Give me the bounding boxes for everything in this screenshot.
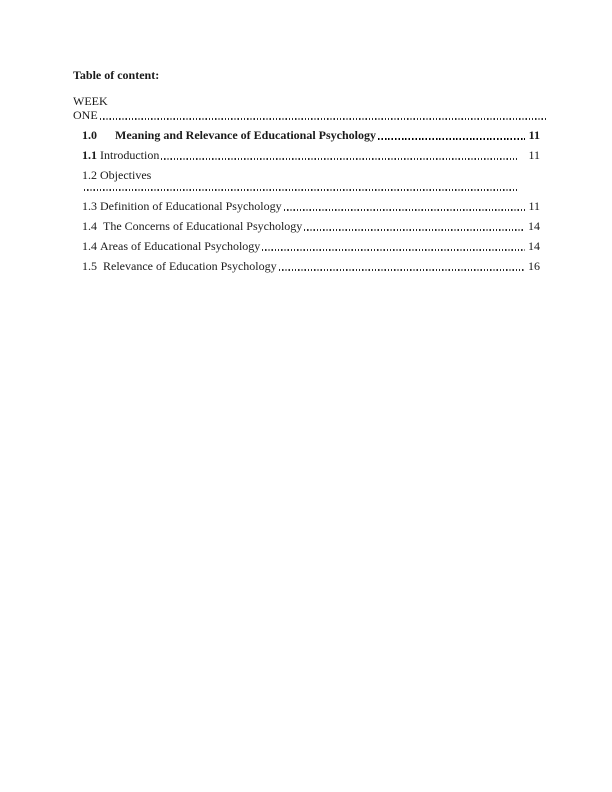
dot-leader bbox=[261, 239, 526, 253]
entry-label: Relevance of Education Psychology bbox=[103, 259, 277, 273]
toc-entry-week-one bbox=[73, 94, 548, 122]
entry-number: 1.1 bbox=[82, 148, 97, 162]
entry-number: 1.2 bbox=[82, 168, 97, 182]
entry-label: Objectives bbox=[100, 168, 152, 182]
page-number: 16 bbox=[528, 259, 540, 273]
page-number: 14 bbox=[528, 239, 540, 253]
entry-number: 1.0 bbox=[82, 128, 97, 142]
toc-entry bbox=[73, 259, 548, 273]
dot-leader bbox=[283, 199, 526, 213]
toc-entry bbox=[73, 148, 548, 162]
entry-number: 1.5 bbox=[82, 259, 97, 273]
dot-leader bbox=[377, 128, 526, 142]
entry-label: WEEK bbox=[73, 94, 108, 108]
toc-entry-line bbox=[82, 199, 540, 213]
entry-label: Definition of Educational Psychology bbox=[100, 199, 282, 213]
toc-entry-line bbox=[82, 148, 540, 162]
entry-label: ONE bbox=[73, 108, 98, 122]
page-number: 11 bbox=[528, 199, 540, 213]
toc-entry-line bbox=[82, 128, 540, 142]
entry-label: The Concerns of Educational Psychology bbox=[103, 219, 303, 233]
page-number: 11 bbox=[528, 128, 540, 142]
toc-entry bbox=[73, 239, 548, 253]
entry-label: Meaning and Relevance of Educational Psychology bbox=[115, 128, 377, 142]
toc-entry-line bbox=[82, 239, 540, 253]
dot-leader bbox=[99, 108, 548, 122]
page-number: 11 bbox=[528, 148, 540, 162]
entry-number: 1.3 bbox=[82, 199, 97, 213]
toc-entry-line bbox=[73, 108, 548, 122]
entry-number: 1.4 bbox=[82, 239, 97, 253]
entry-label: Areas of Educational Psychology bbox=[100, 239, 261, 253]
dot-leader bbox=[278, 259, 526, 273]
toc-entry bbox=[73, 219, 548, 233]
toc-title: Table of content: bbox=[73, 68, 160, 82]
toc-entry bbox=[73, 128, 548, 142]
toc-entry-line bbox=[82, 259, 540, 273]
toc-entry-line bbox=[73, 94, 548, 108]
entry-number: 1.4 bbox=[82, 219, 97, 233]
dot-leader bbox=[83, 182, 519, 193]
entry-label: Introduction bbox=[100, 148, 160, 162]
toc-entry-line bbox=[82, 182, 519, 193]
dot-leader bbox=[303, 219, 526, 233]
toc-entry bbox=[73, 168, 548, 193]
page-number: 14 bbox=[528, 219, 540, 233]
toc-content bbox=[73, 68, 548, 279]
dot-leader bbox=[160, 148, 518, 162]
toc-entry-line bbox=[82, 168, 548, 182]
toc-entry bbox=[73, 199, 548, 213]
toc-entry-line bbox=[82, 219, 540, 233]
